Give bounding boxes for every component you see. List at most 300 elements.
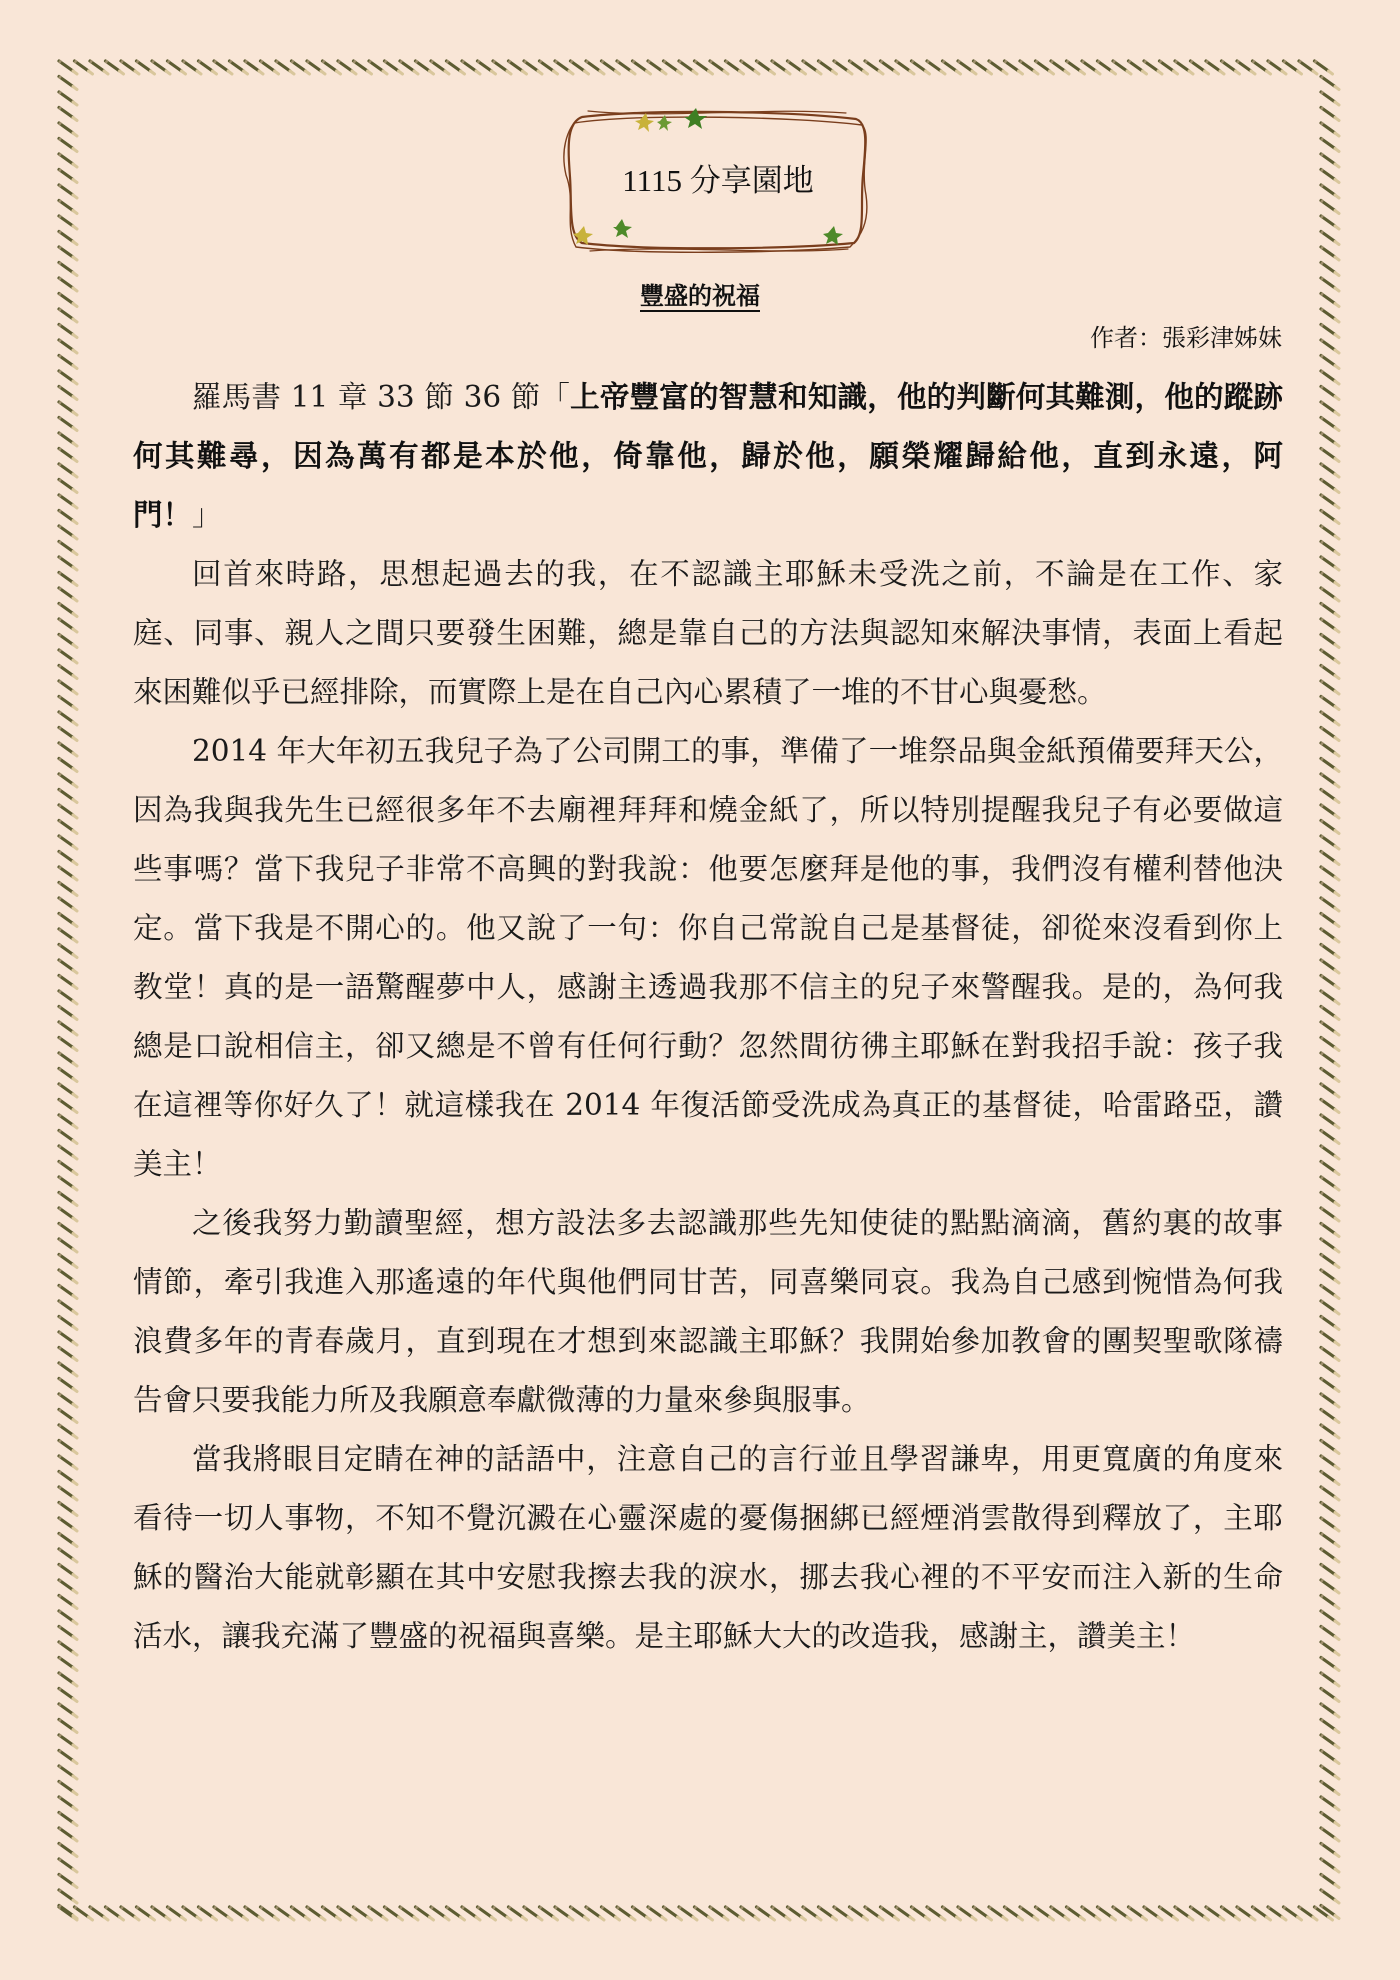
border-pencil [478, 61, 496, 74]
border-pencil [1321, 1704, 1339, 1717]
border-pencil [59, 759, 77, 772]
border-pencil [1098, 61, 1116, 74]
border-pencil [59, 1084, 77, 1097]
border-pencil [989, 61, 1007, 74]
border-pencil [1321, 945, 1339, 958]
border-pencil [59, 1208, 77, 1221]
border-pencil [354, 1907, 372, 1920]
border-pencil [788, 1907, 806, 1920]
border-pencil [1321, 1518, 1339, 1531]
border-pencil [1222, 1907, 1240, 1920]
border-pencil [59, 1859, 77, 1872]
border-pencil [59, 1425, 77, 1438]
border-pencil [896, 61, 914, 74]
border-pencil [323, 61, 341, 74]
border-pencil [1321, 1580, 1339, 1593]
border-pencil [695, 61, 713, 74]
border-pencil [59, 1394, 77, 1407]
border-pencil [292, 61, 310, 74]
border-pencil [447, 61, 465, 74]
border-pencil [617, 1907, 635, 1920]
border-pencil [865, 61, 883, 74]
border-pencil [1067, 1907, 1085, 1920]
border-pencil [1191, 61, 1209, 74]
border-pencil [1321, 1317, 1339, 1330]
border-pencil [59, 1007, 77, 1020]
border-pencil [59, 232, 77, 245]
border-pencil [59, 1704, 77, 1717]
border-pencil [59, 728, 77, 741]
border-pencil [555, 61, 573, 74]
border-pencil [59, 170, 77, 183]
border-pencil [1321, 1363, 1339, 1376]
border-pencil [586, 61, 604, 74]
border-pencil [741, 61, 759, 74]
border-pencil [59, 216, 77, 229]
border-pencil [199, 61, 217, 74]
paragraph-3: 2014 年大年初五我兒子為了公司開工的事，準備了一堆祭品與金紙預備要拜天公，因為我與我先生已經很多年不去廟裡拜拜和燒金紙了，所以特別提醒我兒子有必要做這些事嗎？當下我兒子非常不高興的對我說：他要怎麼拜是他的事，我們沒有權利替他決定。當下我是不開心的。他又說了一句：你自己常說自己是基督徒，卻從來沒看到你上教堂！真的是一語驚醒夢中人，感謝主透過我那不信主的兒子來警醒我。是的，為何我總是口說相信主，卻又總是不曾有任何行動？忽然間彷彿主耶穌在對我招手說：孩子我在這裡等你好久了！就這樣我在 2014 年復活節受洗成為真正的基督徒，哈雷路亞，讚美主！ [133, 734, 1283, 1181]
border-pencil [59, 697, 77, 710]
border-pencil [354, 61, 372, 74]
border-pencil [59, 480, 77, 493]
border-pencil [1321, 387, 1339, 400]
border-pencil [540, 1907, 558, 1920]
border-pencil [59, 805, 77, 818]
border-pencil [59, 1642, 77, 1655]
border-pencil [1321, 201, 1339, 214]
border-pencil [59, 1100, 77, 1113]
paragraph-2: 回首來時路，思想起過去的我，在不認識主耶穌未受洗之前，不論是在工作、家庭、同事、親人之間只要發生困難，總是靠自己的方法與認知來解決事情，表面上看起來困難似乎已經排除，而實際上是在自己內心累積了一堆的不甘心與憂愁。 [133, 557, 1283, 709]
border-pencil [1321, 1239, 1339, 1252]
border-pencil [1321, 774, 1339, 787]
border-pencil [958, 1907, 976, 1920]
border-pencil [1321, 1766, 1339, 1779]
border-pencil [1129, 61, 1147, 74]
border-pencil [1321, 650, 1339, 663]
border-pencil [571, 61, 589, 74]
border-pencil [1321, 914, 1339, 927]
border-pencil [1321, 1503, 1339, 1516]
border-pencil [59, 1255, 77, 1268]
border-pencil [1321, 263, 1339, 276]
border-pencil [59, 1735, 77, 1748]
border-pencil [59, 619, 77, 632]
border-pencil [199, 1907, 217, 1920]
border-pencil [1321, 1611, 1339, 1624]
border-pencil [896, 1907, 914, 1920]
border-pencil [726, 61, 744, 74]
border-pencil [1321, 790, 1339, 803]
border-pencil [59, 495, 77, 508]
border-pencil [1321, 1596, 1339, 1609]
border-pencil [59, 511, 77, 524]
border-pencil [617, 61, 635, 74]
border-pencil [1321, 1487, 1339, 1500]
border-pencil [59, 356, 77, 369]
border-pencil [1321, 929, 1339, 942]
border-pencil [509, 1907, 527, 1920]
border-pencil [1321, 1859, 1339, 1872]
border-pencil [59, 635, 77, 648]
border-pencil [59, 1301, 77, 1314]
border-pencil [881, 1907, 899, 1920]
border-pencil [1082, 61, 1100, 74]
border-pencil [1321, 495, 1339, 508]
border-pencil [1321, 1828, 1339, 1841]
border-pencil [59, 1518, 77, 1531]
border-pencil [59, 1441, 77, 1454]
border-pencil [834, 1907, 852, 1920]
border-pencil [59, 1611, 77, 1624]
border-pencil [59, 681, 77, 694]
border-pencil [726, 1907, 744, 1920]
border-pencil [1321, 1069, 1339, 1082]
border-pencil [757, 1907, 775, 1920]
border-pencil [59, 201, 77, 214]
border-pencil [137, 1907, 155, 1920]
border-pencil [59, 1286, 77, 1299]
border-pencil [710, 1907, 728, 1920]
border-pencil [59, 1022, 77, 1035]
border-pencil [1237, 1907, 1255, 1920]
border-pencil [1321, 1022, 1339, 1035]
border-pencil [59, 743, 77, 756]
border-pencil [369, 1907, 387, 1920]
border-pencil [1321, 1844, 1339, 1857]
border-pencil [59, 821, 77, 834]
border-pencil [1321, 1425, 1339, 1438]
paragraph-5: 當我將眼目定睛在神的話語中，注意自己的言行並且學習謙卑，用更寬廣的角度來看待一切人事物，不知不覺沉澱在心靈深處的憂傷捆綁已經煙消雲散得到釋放了，主耶穌的醫治大能就彰顯在其中安慰我擦去我的淚水，挪去我心裡的不平安而注入新的生命活水，讓我充滿了豐盛的祝福與喜樂。是主耶穌大大的改造我，感謝主，讚美主！ [133, 1442, 1283, 1653]
border-pencil [59, 1348, 77, 1361]
border-pencil [59, 1813, 77, 1826]
border-pencil [59, 1379, 77, 1392]
border-pencil [59, 154, 77, 167]
border-pencil [1321, 1890, 1339, 1903]
border-pencil [1321, 588, 1339, 601]
border-pencil [385, 61, 403, 74]
border-pencil [772, 1907, 790, 1920]
border-pencil [59, 914, 77, 927]
border-pencil [958, 61, 976, 74]
border-pencil [59, 991, 77, 1004]
article-title [0, 276, 1400, 316]
border-pencil [59, 464, 77, 477]
border-pencil [59, 1038, 77, 1051]
border-pencil [1321, 976, 1339, 989]
border-pencil [59, 542, 77, 555]
border-pencil [943, 61, 961, 74]
border-pencil [59, 960, 77, 973]
border-pencil [59, 1503, 77, 1516]
paragraph-4: 之後我努力勤讀聖經，想方設法多去認識那些先知使徒的點點滴滴，舊約裏的故事情節，牽引我進入那遙遠的年代與他們同甘苦，同喜樂同哀。我為自己感到惋惜為何我浪費多年的青春歲月，直到現在才想到來認識主耶穌？我開始參加教會的團契聖歌隊禱告會只要我能力所及我願意奉獻微薄的力量來參與服事。 [133, 1206, 1283, 1417]
border-pencil [59, 1332, 77, 1345]
border-pencil [121, 61, 139, 74]
border-pencil [927, 61, 945, 74]
border-pencil [1284, 1907, 1302, 1920]
border-pencil [1237, 61, 1255, 74]
border-pencil [59, 1890, 77, 1903]
border-pencil [1299, 1907, 1317, 1920]
border-pencil [59, 371, 77, 384]
border-pencil [602, 61, 620, 74]
border-pencil [1321, 1642, 1339, 1655]
border-pencil [1321, 960, 1339, 973]
border-pencil [1321, 1162, 1339, 1175]
border-pencil [59, 1193, 77, 1206]
border-pencil [59, 1751, 77, 1764]
border-pencil [245, 1907, 263, 1920]
border-pencil [1321, 1270, 1339, 1283]
border-pencil [59, 402, 77, 415]
border-pencil [59, 1456, 77, 1469]
border-pencil [1321, 1813, 1339, 1826]
border-pencil [1321, 1472, 1339, 1485]
border-pencil [1321, 573, 1339, 586]
border-pencil [59, 774, 77, 787]
border-pencil [59, 61, 77, 74]
border-pencil [555, 1907, 573, 1920]
border-pencil [741, 1907, 759, 1920]
border-pencil [59, 1363, 77, 1376]
border-pencil [1321, 433, 1339, 446]
border-pencil [1321, 1658, 1339, 1671]
border-pencil [59, 1844, 77, 1857]
border-pencil [75, 61, 93, 74]
border-pencil [1175, 1907, 1193, 1920]
scripture-reference: 羅馬書 11 章 33 節 36 節「 [192, 380, 571, 414]
border-pencil [59, 1224, 77, 1237]
border-pencil [1321, 604, 1339, 617]
border-pencil [912, 61, 930, 74]
border-pencil [1175, 61, 1193, 74]
border-pencil [788, 61, 806, 74]
border-pencil [803, 1907, 821, 1920]
border-pencil [1321, 1782, 1339, 1795]
border-pencil [59, 1472, 77, 1485]
border-pencil [1321, 216, 1339, 229]
border-pencil [59, 666, 77, 679]
border-pencil [819, 61, 837, 74]
border-pencil [59, 588, 77, 601]
border-pencil [106, 61, 124, 74]
border-pencil [1321, 1673, 1339, 1686]
border-pencil [974, 1907, 992, 1920]
border-pencil [168, 1907, 186, 1920]
border-pencil [1321, 1177, 1339, 1190]
border-pencil [1098, 1907, 1116, 1920]
border-pencil [59, 1317, 77, 1330]
border-pencil [1253, 61, 1271, 74]
border-pencil [1321, 247, 1339, 260]
border-pencil [292, 1907, 310, 1920]
border-pencil [1321, 1689, 1339, 1702]
border-pencil [1160, 61, 1178, 74]
border-pencil [1321, 712, 1339, 725]
border-pencil [1321, 1441, 1339, 1454]
border-pencil [59, 1534, 77, 1547]
banner-title: 1115 分享園地 [622, 163, 814, 198]
scripture-quote: 上帝豐富的智慧和知識，他的判斷何其難測，他的蹤跡何其難尋，因為萬有都是本於他，倚靠他，歸於他，願榮耀歸給他，直到永遠，阿門！ [133, 380, 1283, 532]
border-pencil [974, 61, 992, 74]
border-pencil [1321, 635, 1339, 648]
border-pencil [59, 1580, 77, 1593]
border-pencil [59, 1673, 77, 1686]
border-pencil [261, 61, 279, 74]
border-pencil [648, 61, 666, 74]
border-pencil [540, 61, 558, 74]
border-pencil [1268, 1907, 1286, 1920]
border-pencil [59, 1239, 77, 1252]
border-pencil [803, 61, 821, 74]
border-pencil [819, 1907, 837, 1920]
border-pencil [1321, 1193, 1339, 1206]
border-pencil [1321, 1565, 1339, 1578]
border-pencil [59, 387, 77, 400]
border-pencil [59, 433, 77, 446]
border-pencil [1321, 542, 1339, 555]
border-pencil [59, 418, 77, 431]
border-pencil [1321, 185, 1339, 198]
border-pencil [59, 1177, 77, 1190]
border-pencil [59, 340, 77, 353]
border-pencil [1321, 1394, 1339, 1407]
border-pencil [850, 61, 868, 74]
border-pencil [1315, 61, 1333, 74]
border-pencil [1321, 511, 1339, 524]
border-pencil [416, 1907, 434, 1920]
border-pencil [1321, 1751, 1339, 1764]
border-pencil [59, 1658, 77, 1671]
border-pencil [1321, 619, 1339, 632]
border-pencil [1321, 1146, 1339, 1159]
border-pencil [59, 867, 77, 880]
border-pencil [369, 61, 387, 74]
border-pencil [586, 1907, 604, 1920]
border-pencil [757, 61, 775, 74]
border-pencil [431, 1907, 449, 1920]
border-pencil [524, 1907, 542, 1920]
border-pencil [1321, 1720, 1339, 1733]
scripture-close: 」 [192, 498, 222, 532]
border-pencil [1206, 1907, 1224, 1920]
border-pencil [307, 1907, 325, 1920]
border-pencil [214, 1907, 232, 1920]
border-pencil [59, 1162, 77, 1175]
border-pencil [59, 1797, 77, 1810]
border-pencil [59, 1146, 77, 1159]
border-pencil [106, 1907, 124, 1920]
border-pencil [59, 1115, 77, 1128]
border-pencil [1321, 1038, 1339, 1051]
border-pencil [214, 61, 232, 74]
border-pencil [59, 790, 77, 803]
border-pencil [59, 573, 77, 586]
border-pencil [59, 1131, 77, 1144]
border-pencil [307, 61, 325, 74]
border-pencil [59, 883, 77, 896]
border-pencil [276, 1907, 294, 1920]
border-pencil [1253, 1907, 1271, 1920]
border-pencil [1222, 61, 1240, 74]
border-pencil [338, 61, 356, 74]
border-pencil [1005, 61, 1023, 74]
border-pencil [462, 1907, 480, 1920]
border-pencil [59, 1627, 77, 1640]
border-pencil [1321, 77, 1339, 90]
border-pencil [1321, 1549, 1339, 1562]
border-pencil [1321, 1100, 1339, 1113]
border-pencil [59, 1766, 77, 1779]
border-pencil [400, 61, 418, 74]
border-pencil [1321, 759, 1339, 772]
border-pencil [416, 61, 434, 74]
border-pencil [1321, 123, 1339, 136]
border-pencil [261, 1907, 279, 1920]
border-pencil [1067, 61, 1085, 74]
border-pencil [183, 1907, 201, 1920]
border-pencil [1321, 1084, 1339, 1097]
border-pencil [59, 1053, 77, 1066]
border-pencil [59, 449, 77, 462]
border-pencil [1321, 232, 1339, 245]
border-pencil [59, 1069, 77, 1082]
border-pencil [1321, 1735, 1339, 1748]
border-pencil [59, 263, 77, 276]
article-title-text: 豐盛的祝福 [640, 282, 760, 310]
border-pencil [1144, 1907, 1162, 1920]
paragraph-scripture [133, 368, 1283, 545]
border-pencil [1321, 464, 1339, 477]
border-pencil [834, 61, 852, 74]
border-pencil [152, 1907, 170, 1920]
border-pencil [1321, 1332, 1339, 1345]
border-pencil [1051, 1907, 1069, 1920]
border-pencil [59, 976, 77, 989]
border-pencil [1321, 681, 1339, 694]
border-pencil [1321, 170, 1339, 183]
border-pencil [602, 1907, 620, 1920]
border-pencil [1144, 61, 1162, 74]
border-pencil [59, 1782, 77, 1795]
border-pencil [400, 1907, 418, 1920]
border-pencil [1321, 108, 1339, 121]
border-pencil [1321, 728, 1339, 741]
border-pencil [183, 61, 201, 74]
border-pencil [1321, 449, 1339, 462]
border-pencil [1206, 61, 1224, 74]
border-pencil [1051, 61, 1069, 74]
border-pencil [1321, 1115, 1339, 1128]
border-pencil [1321, 480, 1339, 493]
border-pencil [648, 1907, 666, 1920]
border-pencil [1321, 1255, 1339, 1268]
border-pencil [1321, 1410, 1339, 1423]
border-pencil [338, 1907, 356, 1920]
border-pencil [59, 852, 77, 865]
border-pencil [1321, 1797, 1339, 1810]
border-pencil [1268, 61, 1286, 74]
border-pencil [59, 1487, 77, 1500]
border-pencil [493, 61, 511, 74]
border-pencil [664, 1907, 682, 1920]
border-pencil [865, 1907, 883, 1920]
border-pencil [1321, 836, 1339, 849]
border-pencil [59, 1689, 77, 1702]
border-pencil [59, 836, 77, 849]
border-pencil [1160, 1907, 1178, 1920]
border-pencil [1284, 61, 1302, 74]
border-pencil [1321, 1053, 1339, 1066]
